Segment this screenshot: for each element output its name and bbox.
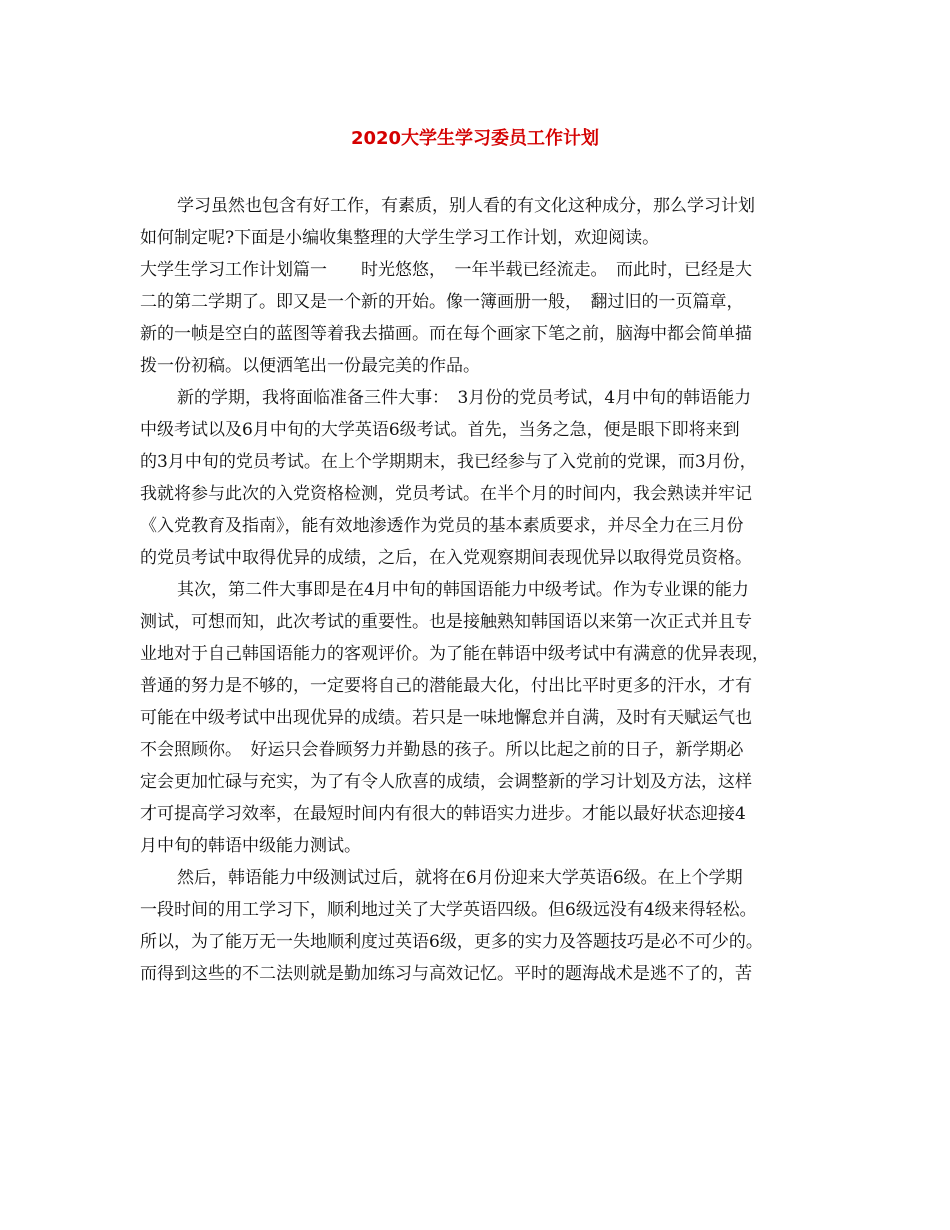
text-line: 可能在中级考试中出现优异的成绩。若只是一味地懈怠并自满，及时有天赋运气也 xyxy=(140,708,752,728)
text-line: 的党员考试中取得优异的成绩，之后，在入党观察期间表现优异以取得党员资格。 xyxy=(140,548,752,568)
text-line: 然后，韩语能力中级测试过后，就将在6月份迎来大学英语6级。在上个学期 xyxy=(177,868,743,888)
text-line: 所以，为了能万无一失地顺利度过英语6级，更多的实力及答题技巧是必不可少的。 xyxy=(140,932,763,952)
text-line: 我就将参与此次的入党资格检测，党员考试。在半个月的时间内，我会熟读并牢记 xyxy=(140,484,752,504)
text-line: 新的学期，我将面临准备三件大事： 3月份的党员考试，4月中旬的韩语能力 xyxy=(177,388,752,408)
text-line: 二的第二学期了。即又是一个新的开始。像一簿画册一般， 翻过旧的一页篇章， xyxy=(140,292,744,312)
text-line: 而得到这些的不二法则就是勤加练习与高效记忆。平时的题海战术是逃不了的，苦 xyxy=(140,964,752,984)
text-line: 不会照顾你。 好运只会眷顾努力并勤恳的孩子。所以比起之前的日子，新学期必 xyxy=(140,740,744,760)
text-line: 学习虽然也包含有好工作，有素质，别人看的有文化这种成分，那么学习计划 xyxy=(177,196,755,216)
text-line: 普通的努力是不够的，一定要将自己的潜能最大化，付出比平时更多的汗水，才有 xyxy=(140,676,752,696)
text-line: 《入党教育及指南》，能有效地渗透作为党员的基本素质要求，并尽全力在三月份 xyxy=(140,516,744,536)
text-line: 业地对于自己韩国语能力的客观评价。为了能在韩语中级考试中有满意的优异表现， xyxy=(140,644,769,664)
text-line: 拨一份初稿。以便洒笔出一份最完美的作品。 xyxy=(140,356,480,376)
text-line: 定会更加忙碌与充实，为了有令人欣喜的成绩，会调整新的学习计划及方法，这样 xyxy=(140,772,752,792)
document-title: 2020大学生学习委员工作计划 xyxy=(350,128,600,149)
text-line: 才可提高学习效率，在最短时间内有很大的韩语实力进步。才能以最好状态迎接4 xyxy=(140,804,746,824)
text-line: 新的一帧是空白的蓝图等着我去描画。而在每个画家下笔之前，脑海中都会简单描 xyxy=(140,324,752,344)
text-line: 测试，可想而知，此次考试的重要性。也是接触熟知韩国语以来第一次正式并且专 xyxy=(140,612,752,632)
text-line: 月中旬的韩语中级能力测试。 xyxy=(140,836,361,856)
text-line: 中级考试以及6月中旬的大学英语6级考试。首先，当务之急，便是眼下即将来到 xyxy=(140,420,740,440)
text-line: 一段时间的用工学习下，顺利地过关了大学英语四级。但6级远没有4级来得轻松。 xyxy=(140,900,757,920)
text-line: 如何制定呢?下面是小编收集整理的大学生学习工作计划，欢迎阅读。 xyxy=(140,228,660,248)
text-line: 其次，第二件大事即是在4月中旬的韩国语能力中级考试。作为专业课的能力 xyxy=(177,580,749,600)
text-line: 大学生学习工作计划篇一 时光悠悠， 一年半载已经流走。 而此时，已经是大 xyxy=(140,260,752,280)
text-line: 的3月中旬的党员考试。在上个学期期末，我已经参与了入党前的党课，而3月份， xyxy=(140,452,757,472)
